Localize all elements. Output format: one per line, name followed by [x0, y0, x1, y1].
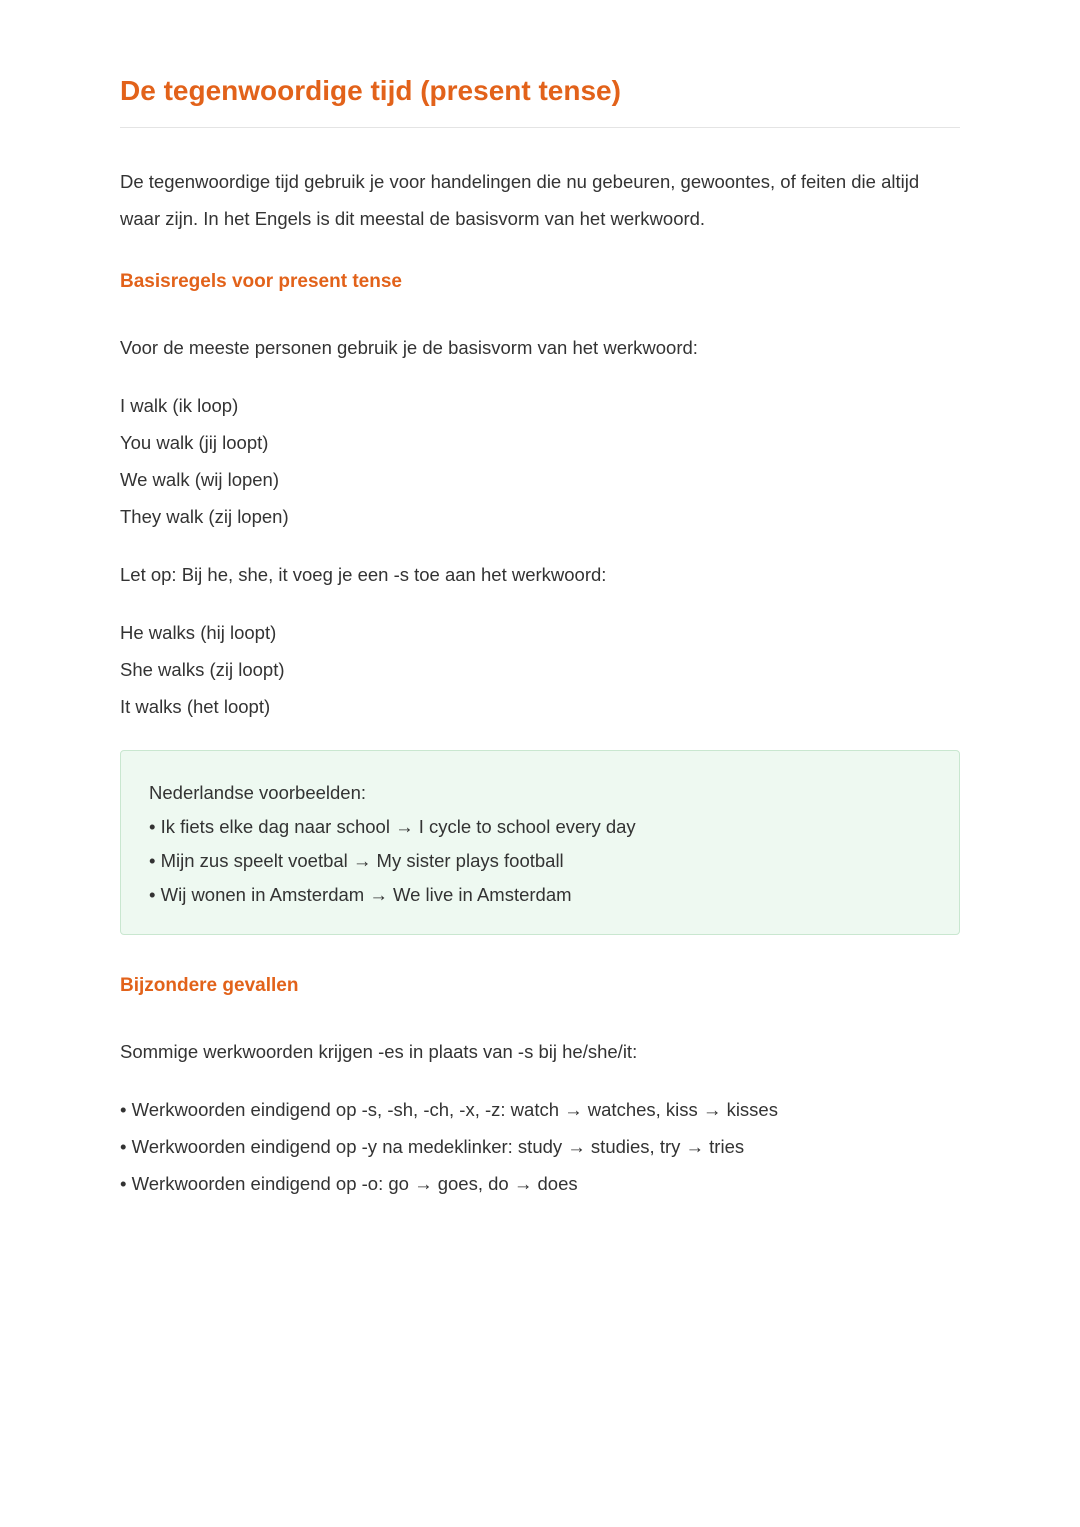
example-line: We walk (wij lopen): [120, 469, 280, 490]
dutch-examples-box: [120, 750, 960, 935]
special-cases-rule-list: [120, 1091, 960, 1202]
third-person-example-list: [120, 614, 960, 725]
example-box-item: • Wij wonen in Amsterdam → We live in Amsterdam: [149, 884, 572, 905]
basics-note-block: [120, 556, 960, 593]
example-box-item: • Ik fiets elke dag naar school → I cycle to school every day: [149, 816, 636, 837]
page-title: De tegenwoordige tijd (present tense): [120, 58, 960, 128]
rule-line: • Werkwoorden eindigend op -y na medeklinker: study → studies, try → tries: [120, 1136, 745, 1157]
example-line: It walks (het loopt): [120, 696, 271, 717]
rule-line: • Werkwoorden eindigend op -s, -sh, -ch, -x, -z: watch → watches, kiss → kisses: [120, 1099, 778, 1120]
basics-note: Let op: Bij he, she, it voeg je een -s toe aan het werkwoord:: [120, 564, 607, 585]
base-form-example-list: [120, 387, 960, 535]
special-cases-lead: Sommige werkwoorden krijgen -es in plaats van -s bij he/she/it:: [120, 1041, 638, 1062]
basics-lead: Voor de meeste personen gebruik je de basisvorm van het werkwoord:: [120, 337, 698, 358]
example-line: I walk (ik loop): [120, 395, 239, 416]
example-line: You walk (jij loopt): [120, 432, 269, 453]
section-heading-special-cases: Bijzondere gevallen: [120, 975, 299, 996]
section-heading-basics: Basisregels voor present tense: [120, 271, 402, 292]
example-box-item: • Mijn zus speelt voetbal → My sister plays football: [149, 850, 564, 871]
example-line: They walk (zij lopen): [120, 506, 289, 527]
intro-paragraph: De tegenwoordige tijd gebruik je voor handelingen die nu gebeuren, gewoontes, of feiten die altijd waar zijn. In het Engels is dit meestal de basisvorm van het werkwoord.: [120, 171, 920, 229]
example-line: She walks (zij loopt): [120, 659, 285, 680]
example-line: He walks (hij loopt): [120, 622, 277, 643]
example-box-title: Nederlandse voorbeelden:: [149, 782, 367, 803]
rule-line: • Werkwoorden eindigend op -o: go → goes, do → does: [120, 1173, 578, 1194]
